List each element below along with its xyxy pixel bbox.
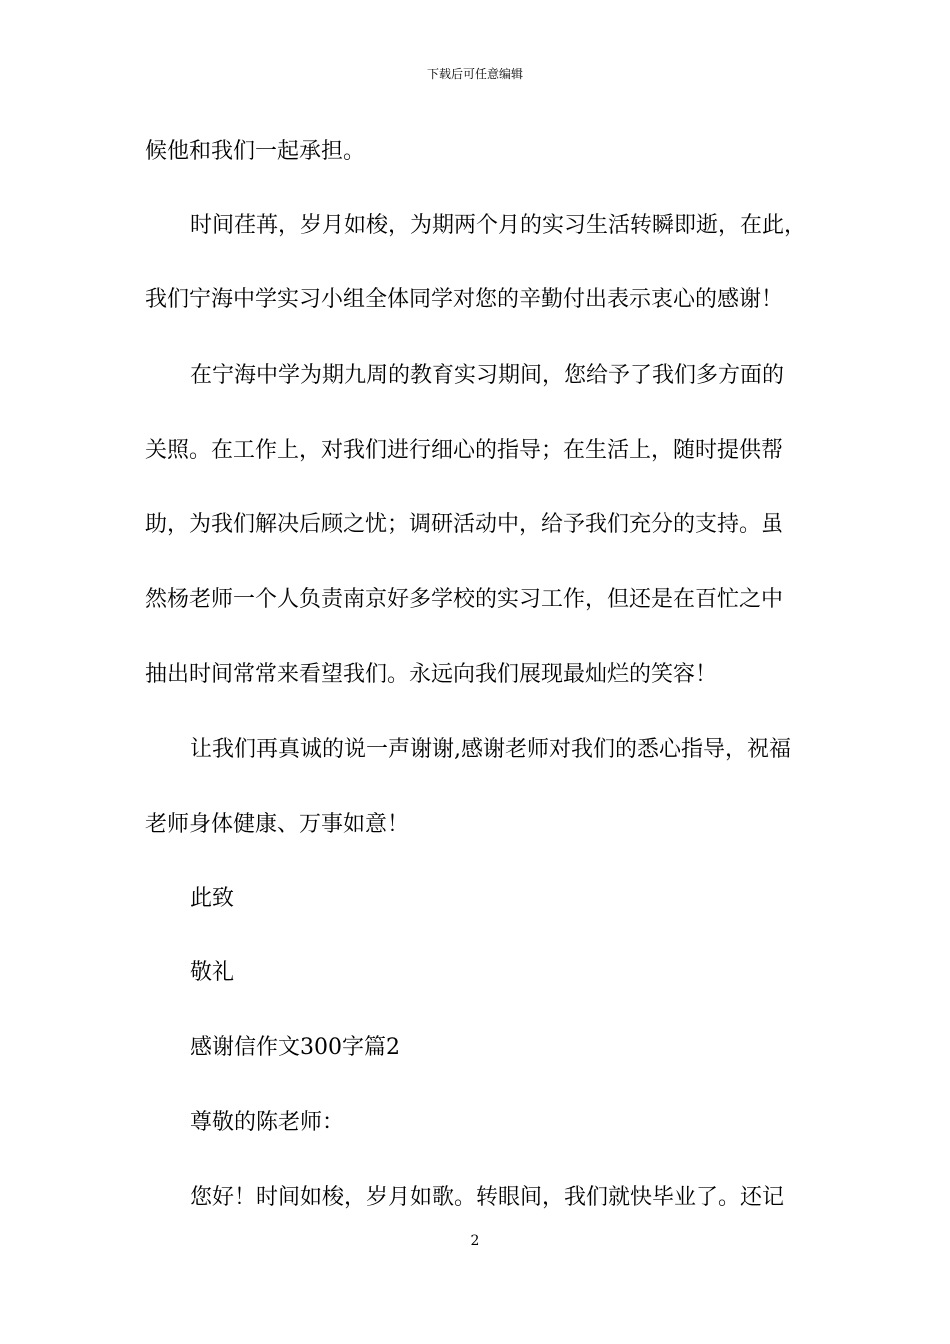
body-line-6: 助，为我们解决后顾之忧；调研活动中，给予我们充分的支持。虽 — [145, 512, 784, 537]
body-line-3: 我们宁海中学实习小组全体同学对您的辛勤付出表示衷心的感谢！ — [145, 287, 784, 312]
section-title: 感谢信作文300字篇2 — [190, 1035, 400, 1060]
closing-regards: 敬礼 — [190, 960, 235, 985]
body-line-4: 在宁海中学为期九周的教育实习期间，您给予了我们多方面的 — [190, 363, 785, 388]
body-line-15: 您好！时间如梭，岁月如歌。转眼间，我们就快毕业了。还记 — [190, 1185, 785, 1210]
body-line-1: 候他和我们一起承担。 — [145, 139, 366, 164]
body-line-8: 抽出时间常常来看望我们。永远向我们展现最灿烂的笑容！ — [145, 662, 718, 687]
body-line-5: 关照。在工作上，对我们进行细心的指导；在生活上，随时提供帮 — [145, 438, 784, 463]
page-number: 2 — [470, 1233, 480, 1249]
body-line-10: 老师身体健康、万事如意！ — [145, 812, 410, 837]
body-line-2: 时间荏苒，岁月如梭，为期两个月的实习生活转瞬即逝，在此， — [190, 213, 807, 238]
letter-greeting: 尊敬的陈老师： — [190, 1110, 345, 1135]
body-line-9: 让我们再真诚的说一声谢谢,感谢老师对我们的悉心指导，祝福 — [190, 737, 791, 762]
page-header: 下载后可任意编辑 — [426, 67, 523, 81]
closing-salutation: 此致 — [190, 886, 235, 911]
body-line-7: 然杨老师一个人负责南京好多学校的实习工作，但还是在百忙之中 — [145, 587, 784, 612]
